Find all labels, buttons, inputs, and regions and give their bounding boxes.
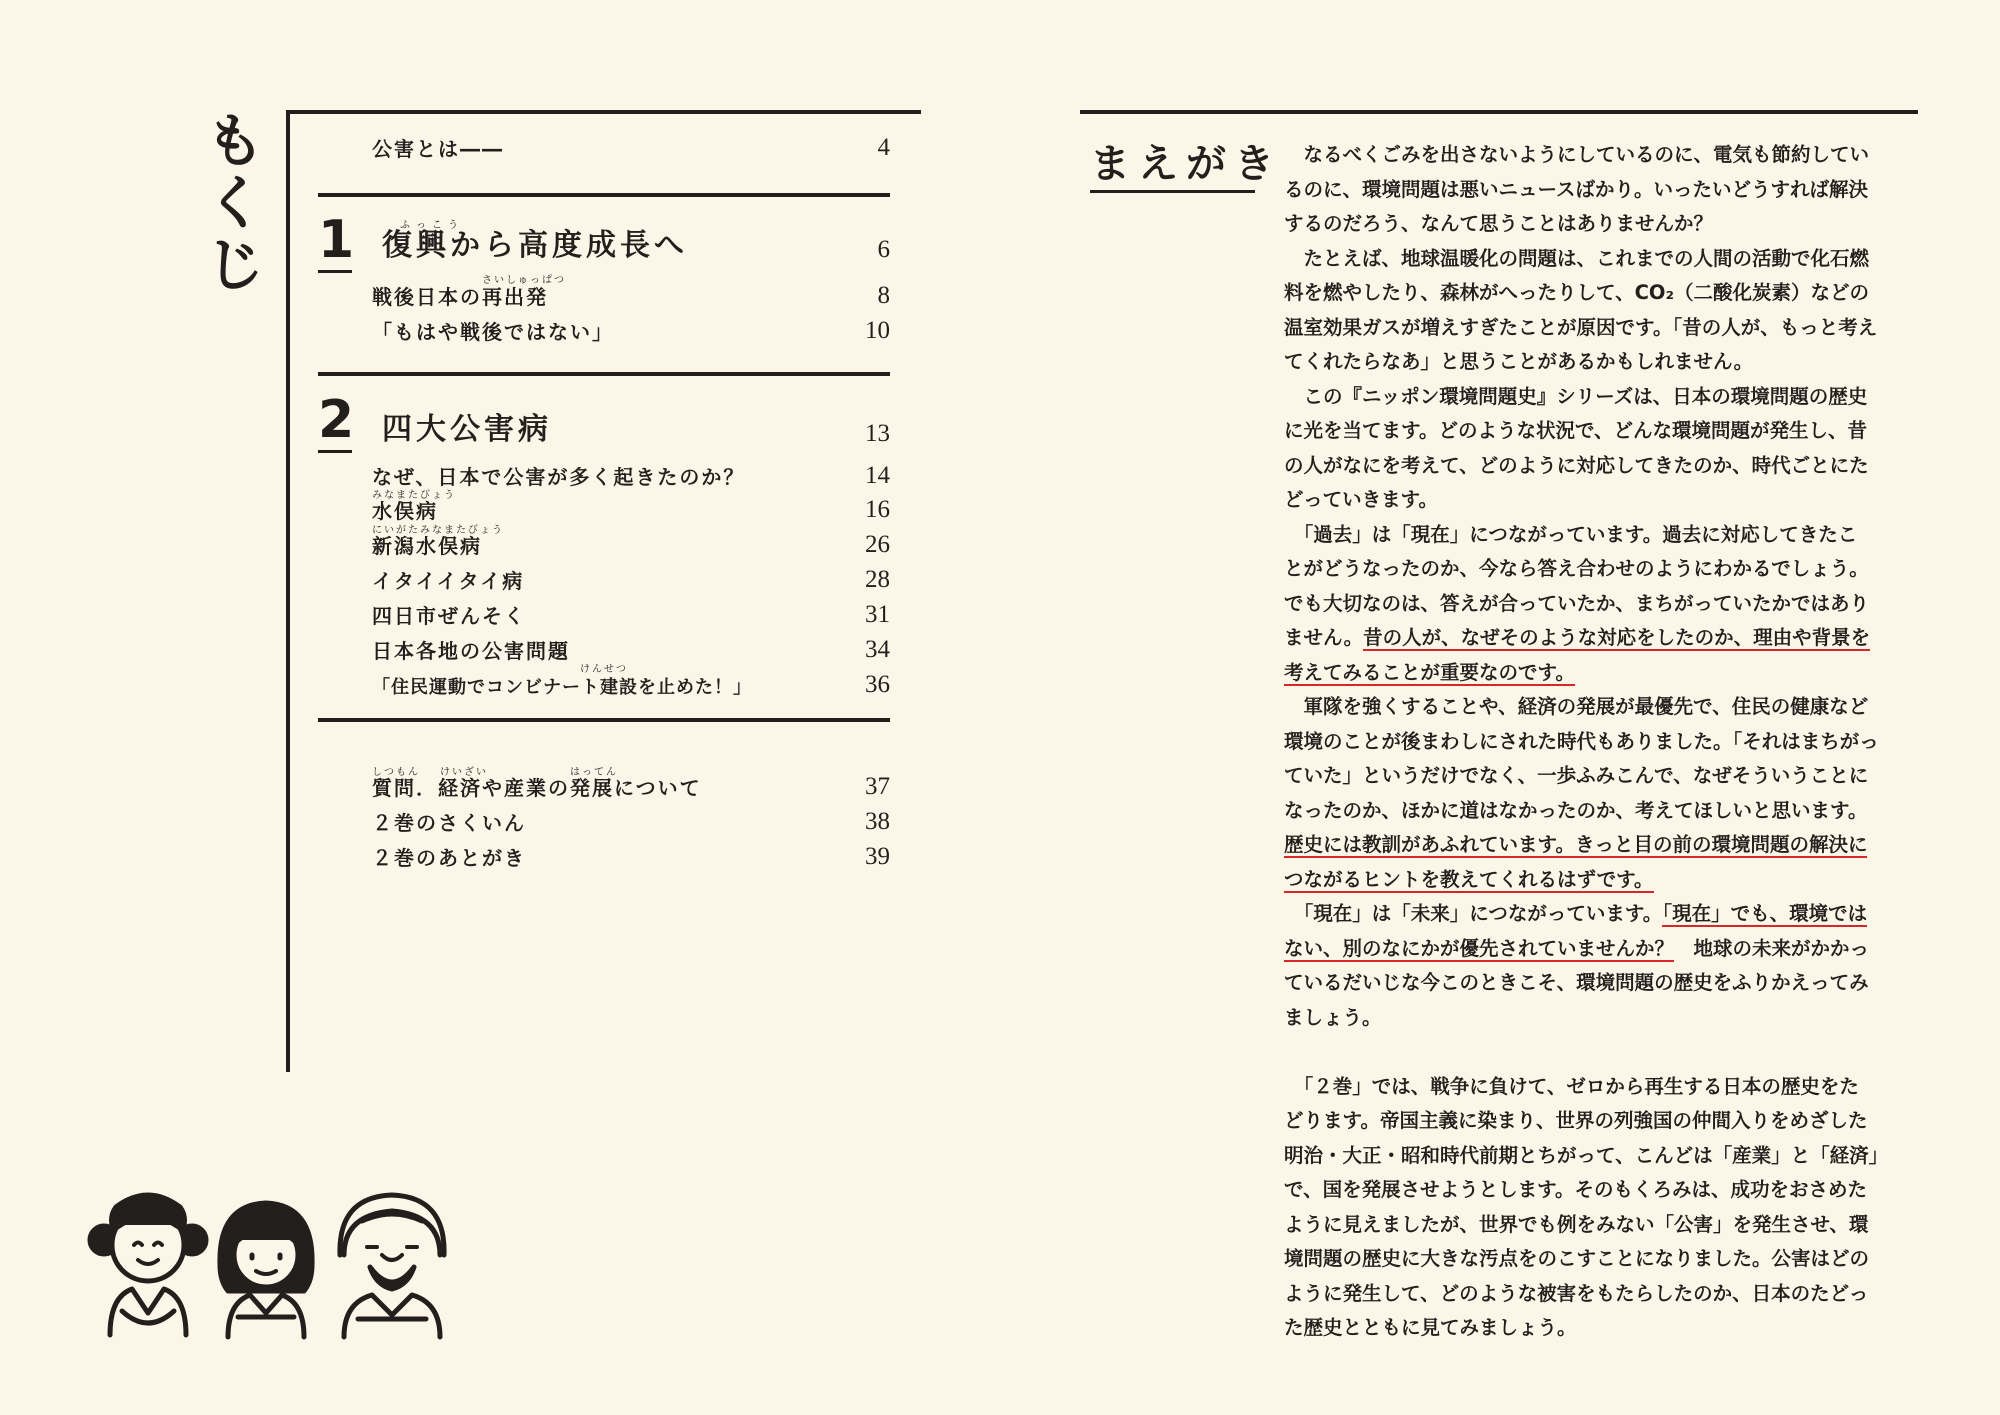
- toc-entry[interactable]: [372, 802, 890, 836]
- preface-line: るのに、環境問題は悪いニュースばかり。いったいどうすれば解決: [1284, 177, 1869, 201]
- preface-line: 「２巻」では、戦争に負けて、ゼロから再生する日本の歴史をた: [1284, 1074, 1859, 1098]
- toc-entry[interactable]: [372, 490, 890, 524]
- toc-entry[interactable]: [372, 456, 890, 490]
- toc-entry-label: なぜ、日本で公害が多く起きたのか？: [372, 465, 746, 489]
- preface-line: 料を燃やしたり、森林がへったりして、CO₂（二酸化炭素）などの: [1284, 281, 1870, 304]
- preface-line: なったのか、ほかに道はなかったのか、考えてほしいと思います。: [1284, 798, 1868, 822]
- preface-line: [1284, 828, 1904, 863]
- underlined-text: 考えてみることが重要なのです。: [1284, 660, 1575, 684]
- ruby: さいしゅっぱつ: [482, 275, 566, 286]
- section-1-title: 復興から高度成長へ: [382, 228, 688, 263]
- children-illustration: [82, 1185, 472, 1345]
- section-2-number-underline: [318, 450, 352, 453]
- preface-title-underline: [1090, 190, 1255, 193]
- toc-title-char: も: [205, 107, 264, 175]
- toc-entry-label: 公害とは――: [372, 137, 504, 161]
- toc-entry-label: イタイイタイ病: [372, 569, 525, 593]
- toc-entry-page: 39: [865, 843, 890, 870]
- preface-line: に光を当てます。どのような状況で、どんな環境問題が発生し、昔: [1284, 419, 1868, 442]
- toc-entry-page: 14: [865, 462, 890, 489]
- toc-entry[interactable]: [372, 311, 890, 345]
- toc-entry-label: ２巻のあとがき: [372, 846, 526, 870]
- toc-vertical-rule: [286, 110, 290, 1072]
- toc-entry[interactable]: [372, 630, 890, 664]
- underlined-text: 昔の人が、なぜそのような対応をしたのか、理由や背景を: [1363, 626, 1871, 649]
- toc-entry-page: 34: [865, 636, 890, 663]
- preface-line: 境問題の歴史に大きな汚点をのこすことになりました。公害はどの: [1284, 1247, 1870, 1270]
- section-2-page: 13: [865, 420, 890, 447]
- preface-top-rule: [1080, 110, 1918, 114]
- ruby: しつもん: [372, 767, 420, 778]
- toc-entry-label: ２巻のさくいん: [372, 811, 526, 835]
- ruby: けんせつ: [580, 664, 628, 675]
- preface-title: まえがき: [1090, 141, 1282, 187]
- preface-line: ましょう。: [1284, 1005, 1382, 1029]
- preface-line: ているだいじな今このときこそ、環境問題の歴史をふりかえってみ: [1284, 971, 1869, 994]
- preface-line: で、国を発展させようとします。そのもくろみは、成功をおさめた: [1284, 1178, 1868, 1201]
- preface-line: ように発生して、どのような被害をもたらしたのか、日本のたどっ: [1284, 1281, 1869, 1305]
- preface-line: でも大切なのは、答えが合っていたか、まちがっていたかではあり: [1284, 591, 1870, 615]
- preface-line: 「過去」は「現在」につながっています。過去に対応してきたこ: [1284, 522, 1858, 546]
- section-1-number-underline: [318, 270, 352, 273]
- toc-entry-label: 「住民運動でコンビナート建設を止めた！」: [372, 677, 752, 698]
- preface-line: とがどうなったのか、今なら答え合わせのようにわかるでしょう。: [1284, 557, 1869, 580]
- ruby: みなまたびょう: [372, 490, 456, 501]
- preface-line: なるべくごみを出さないようにしているのに、電気も節約してい: [1284, 143, 1870, 166]
- toc-entry-label: 新潟水俣病: [372, 534, 482, 558]
- preface-line: 明治・大正・昭和時代前期とちがって、こんどは「産業」と「経済」: [1284, 1143, 1889, 1167]
- preface-line: ていた」というだけでなく、一歩ふみこんで、なぜそういうことに: [1284, 764, 1869, 787]
- toc-entry-label: 戦後日本の再出発: [372, 285, 548, 309]
- preface-line: 温室効果ガスが増えすぎたことが原因です。「昔の人が、もっと考え: [1284, 315, 1878, 339]
- preface-line: [1284, 932, 1904, 967]
- section-2-title: 四大公害病: [382, 412, 552, 447]
- preface-line: この『ニッポン環境問題史』シリーズは、日本の環境問題の歴史: [1284, 384, 1868, 408]
- underlined-text: つながるヒントを教えてくれるはずです。: [1284, 867, 1654, 891]
- toc-entry-page: 37: [865, 773, 890, 800]
- toc-entry-page: 16: [865, 496, 890, 523]
- toc-entry[interactable]: [372, 837, 890, 871]
- woman-figure: [220, 1203, 312, 1337]
- toc-entry-page: 4: [877, 134, 890, 161]
- preface-line: するのだろう、なんて思うことはありませんか？: [1284, 212, 1714, 235]
- preface-line: ように見えましたが、世界でも例をみない「公害」を発生させ、環: [1284, 1212, 1869, 1236]
- toc-entry[interactable]: [372, 665, 890, 699]
- toc-entry-label: 日本各地の公害問題: [372, 639, 570, 663]
- ruby: にいがたみなまたびょう: [372, 525, 504, 536]
- paragraph-gap: [1284, 1035, 1904, 1070]
- toc-title-char: く: [205, 169, 264, 237]
- preface-line: の人がなにを考えて、どのように対応してきたのか、時代ごとにた: [1284, 453, 1869, 477]
- preface-line: [1284, 863, 1904, 898]
- preface-line: てくれたらなあ」と思うことがあるかもしれません。: [1284, 350, 1754, 373]
- toc-entry[interactable]: [372, 767, 890, 801]
- toc-title-char: じ: [205, 231, 264, 299]
- section-1-number: 1: [318, 210, 355, 270]
- toc-entry-intro[interactable]: [372, 128, 890, 162]
- toc-entry-label: 四日市ぜんそく: [372, 604, 526, 628]
- preface-line: た歴史とともに見てみましょう。: [1284, 1316, 1577, 1339]
- toc-divider: [318, 193, 890, 197]
- preface-line: 軍隊を強くすることや、経済の発展が最優先で、住民の健康など: [1284, 695, 1869, 718]
- toc-entry-label: 水俣病: [372, 499, 438, 523]
- toc-entry-page: 8: [877, 282, 890, 309]
- toc-entry-label: 「もはや戦後ではない」: [372, 320, 614, 344]
- toc-entry-page: 26: [865, 531, 890, 558]
- toc-entry[interactable]: [372, 560, 890, 594]
- old-man-figure: [340, 1195, 444, 1337]
- preface-body: [1284, 138, 1904, 1346]
- toc-entry-label: 質問．経済や産業の発展について: [372, 776, 702, 800]
- section-2-number: 2: [318, 390, 355, 450]
- toc-entry-page: 38: [865, 808, 890, 835]
- ruby: はってん: [570, 767, 618, 778]
- toc-section-1[interactable]: [382, 220, 890, 264]
- toc-entry-page: 28: [865, 566, 890, 593]
- preface-line: [1284, 656, 1904, 691]
- toc-entry[interactable]: [372, 525, 890, 559]
- preface-text: 地球の未来がかかっ: [1674, 936, 1870, 960]
- toc-entry-page: 31: [865, 601, 890, 628]
- preface-text: 「現在」は「未来」につながっています。: [1284, 902, 1663, 925]
- underlined-text: 「現在」でも、環境では: [1662, 902, 1868, 925]
- preface-line: [1284, 897, 1904, 932]
- underlined-text: ない、別のなにかが優先されていませんか？: [1284, 936, 1675, 960]
- section-1-page: 6: [877, 236, 890, 263]
- toc-divider: [318, 718, 890, 722]
- toc-title: [205, 107, 265, 299]
- toc-entry-page: 36: [865, 671, 890, 698]
- ruby: ふっこう: [400, 220, 464, 231]
- toc-entry-page: 10: [865, 317, 890, 344]
- ruby: けいざい: [440, 767, 488, 778]
- preface-line: 環境のことが後まわしにされた時代もありました。「それはまちがっ: [1284, 729, 1879, 753]
- preface-line: たとえば、地球温暖化の問題は、これまでの人間の活動で化石燃: [1284, 246, 1870, 270]
- preface-text: ません。: [1284, 626, 1364, 649]
- preface-line: どっていきます。: [1284, 488, 1439, 511]
- toc-top-rule: [286, 110, 921, 114]
- preface-line: [1284, 621, 1904, 656]
- toc-divider: [318, 372, 890, 376]
- underlined-text: 歴史には教訓があふれています。きっと目の前の環境問題の解決に: [1284, 833, 1868, 856]
- preface-line: どります。帝国主義に染まり、世界の列強国の仲間入りをめざした: [1284, 1109, 1868, 1132]
- toc-section-2[interactable]: [382, 404, 890, 448]
- girl-figure: [90, 1195, 206, 1335]
- toc-entry[interactable]: [372, 595, 890, 629]
- toc-entry[interactable]: [372, 276, 890, 310]
